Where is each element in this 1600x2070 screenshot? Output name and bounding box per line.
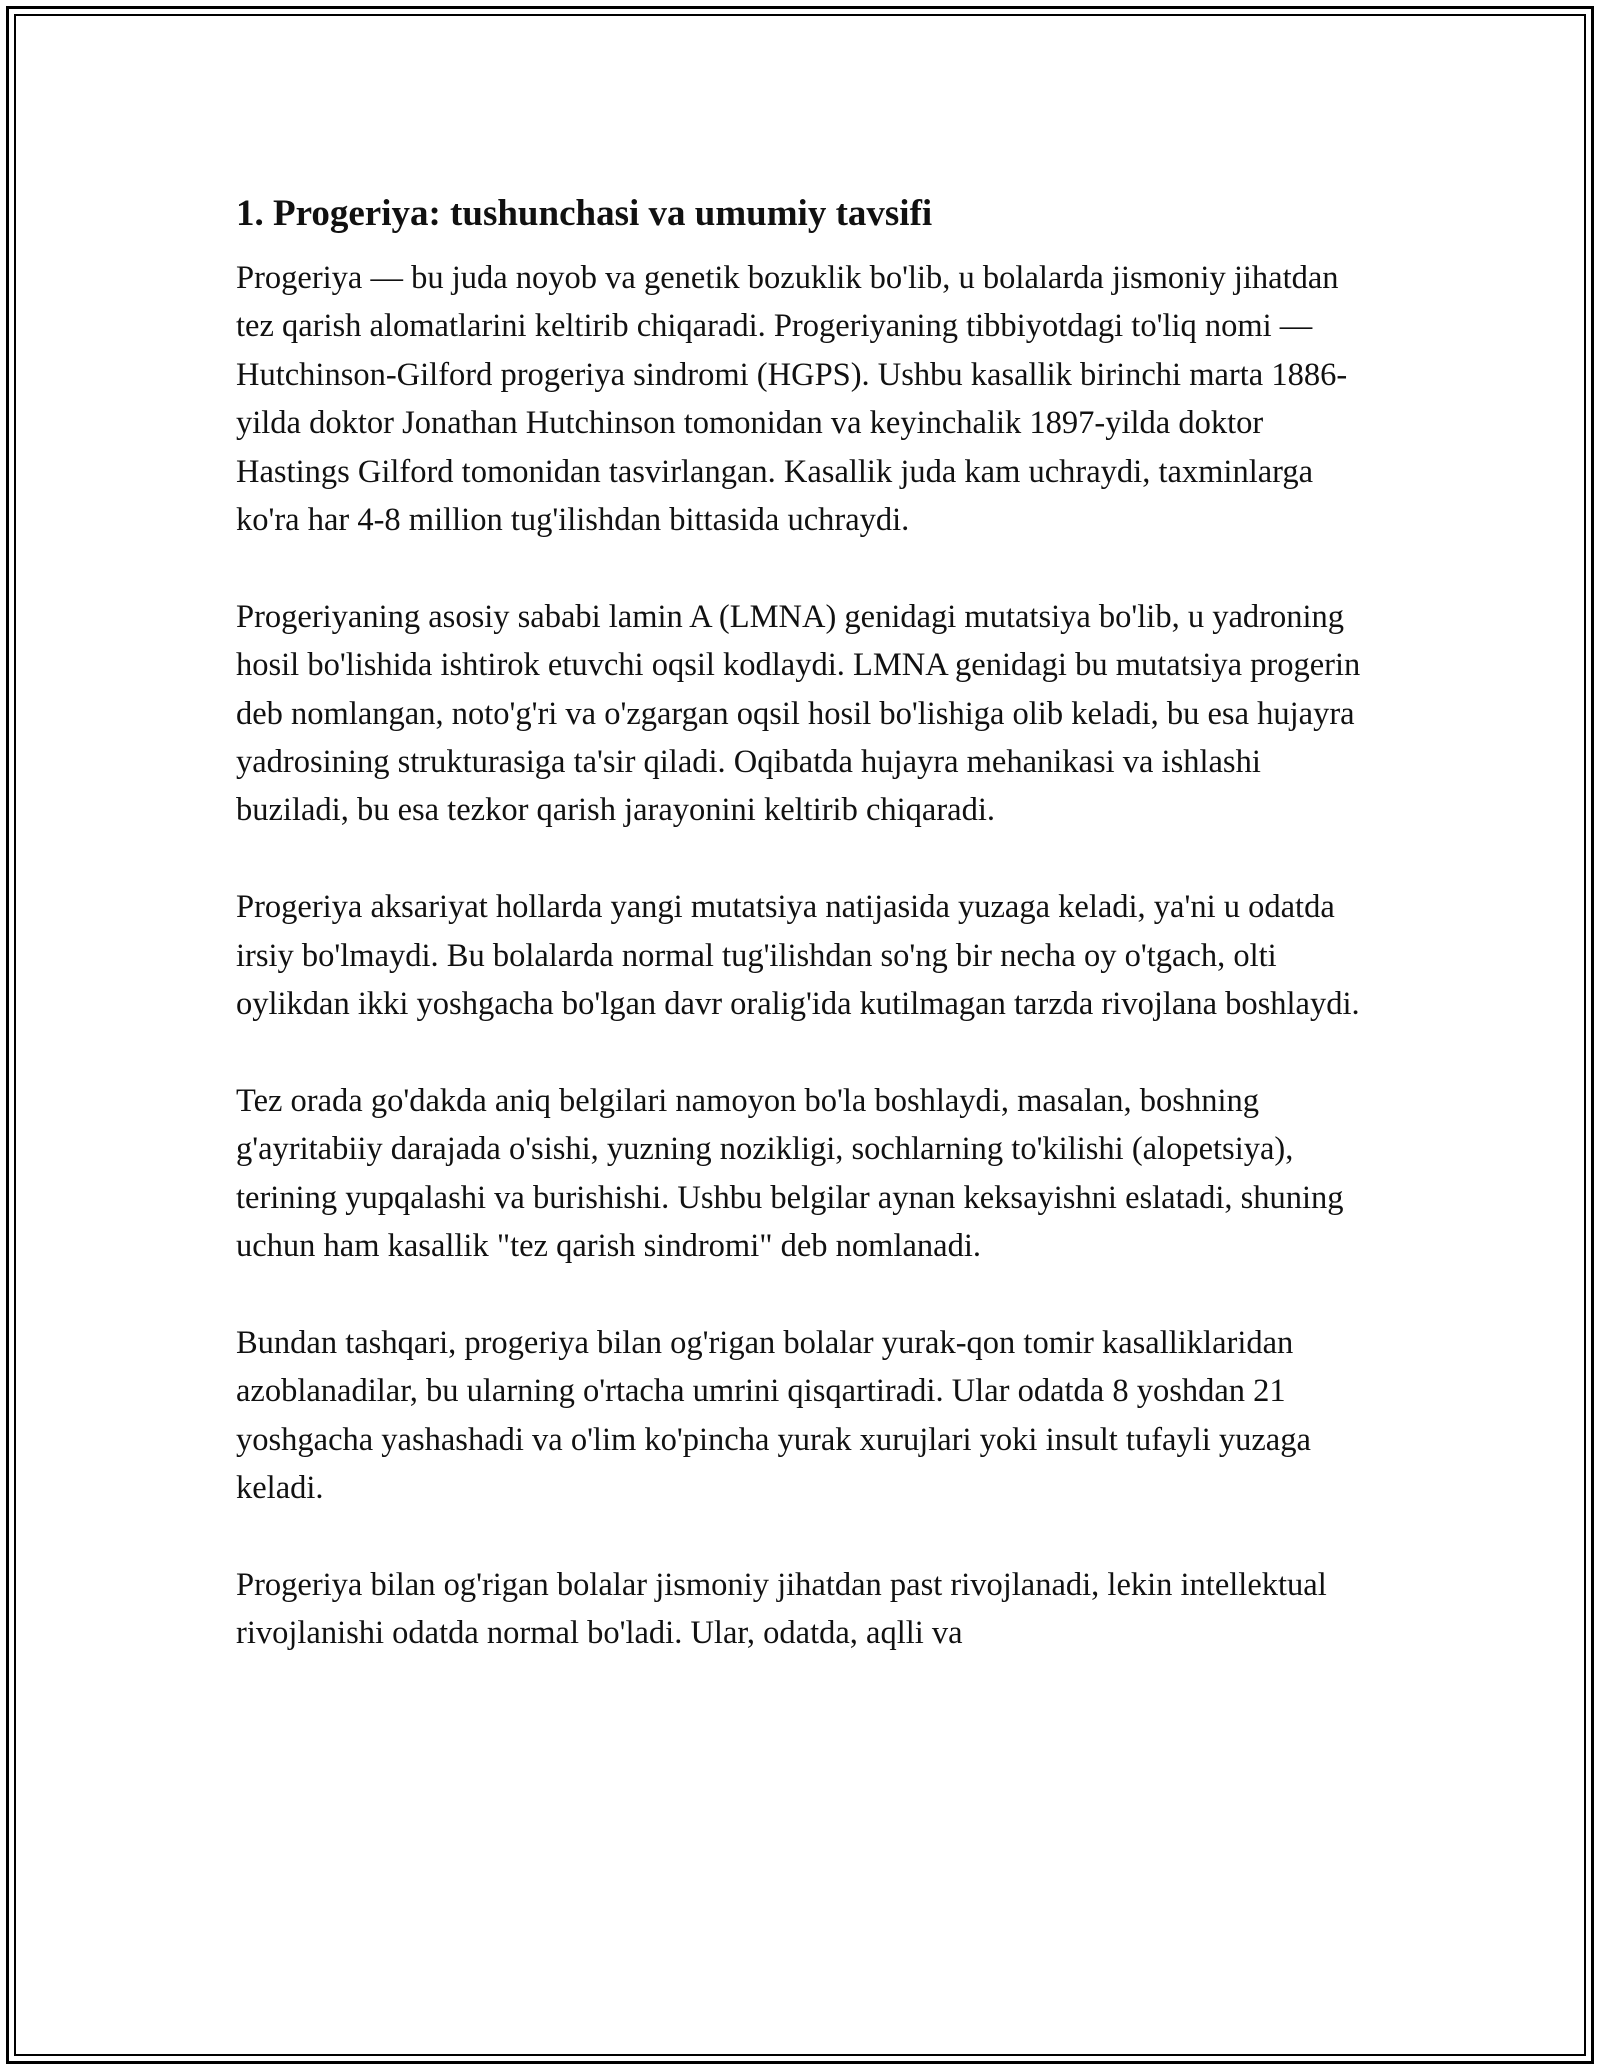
section-heading: 1. Progeriya: tushunchasi va umumiy tavsifi <box>236 193 933 234</box>
paragraph-development: Progeriya bilan og'rigan bolalar jismoniy jihatdan past rivojlanadi, lekin intellektual rivojlanishi odatda normal bo'ladi. Ular, odatda, aqlli va <box>236 1566 1327 1652</box>
paragraph-onset: Progeriya aksariyat hollarda yangi mutatsiya natijasida yuzaga keladi, ya'ni u odatda irsiy bo'lmaydi. Bu bolalarda normal tug'ilishdan so'ng bir necha oy o'tgach, olti oylikdan ikki yoshgacha bo'lgan davr oralig'ida kutilmagan tarzda rivojlana boshlaydi. <box>236 889 1360 1023</box>
paragraph-cause: Progeriyaning asosiy sababi lamin A (LMNA) genidagi mutatsiya bo'lib, u yadroning hosil bo'lishida ishtirok etuvchi oqsil kodlaydi. LMNA genidagi bu mutatsiya progerin deb nomlangan, noto'g'ri va o'zgargan oqsil hosil bo'lishiga olib keladi, bu esa hujayra yadrosining strukturasiga ta'sir qiladi. Oqibatda hujayra mehanikasi va ishlashi buziladi, bu esa tezkor qarish jarayonini keltirib chiqaradi. <box>236 598 1361 829</box>
document-body <box>236 186 1376 1706</box>
paragraph-definition: Progeriya — bu juda noyob va genetik bozuklik bo'lib, u bolalarda jismoniy jihatdan tez qarish alomatlarini keltirib chiqaradi. Progeriyaning tibbiyotdagi to'liq nomi — Hutchinson-Gilford progeriya sindromi (HGPS). Ushbu kasallik birinchi marta 1886-yilda doktor Jonathan Hutchinson tomonidan va keyinchalik 1897-yilda doktor Hastings Gilford tomonidan tasvirlangan. Kasallik juda kam uchraydi, taxminlarga ko'ra har 4-8 million tug'ilishdan bittasida uchraydi. <box>236 260 1348 539</box>
paragraph-complications: Bundan tashqari, progeriya bilan og'rigan bolalar yurak-qon tomir kasalliklaridan azoblanadilar, bu ularning o'rtacha umrini qisqartiradi. Ular odatda 8 yoshdan 21 yoshgacha yashashadi va o'lim ko'pincha yurak xurujlari yoki insult tufayli yuzaga keladi. <box>236 1324 1311 1507</box>
paragraph-symptoms: Tez orada go'dakda aniq belgilari namoyon bo'la boshlaydi, masalan, boshning g'ayritabiiy darajada o'sishi, yuzning nozikligi, sochlarning to'kilishi (alopetsiya), terining yupqalashi va burishishi. Ushbu belgilar aynan keksayishni eslatadi, shuning uchun ham kasallik "tez qarish sindromi" deb nomlanadi. <box>236 1082 1344 1265</box>
